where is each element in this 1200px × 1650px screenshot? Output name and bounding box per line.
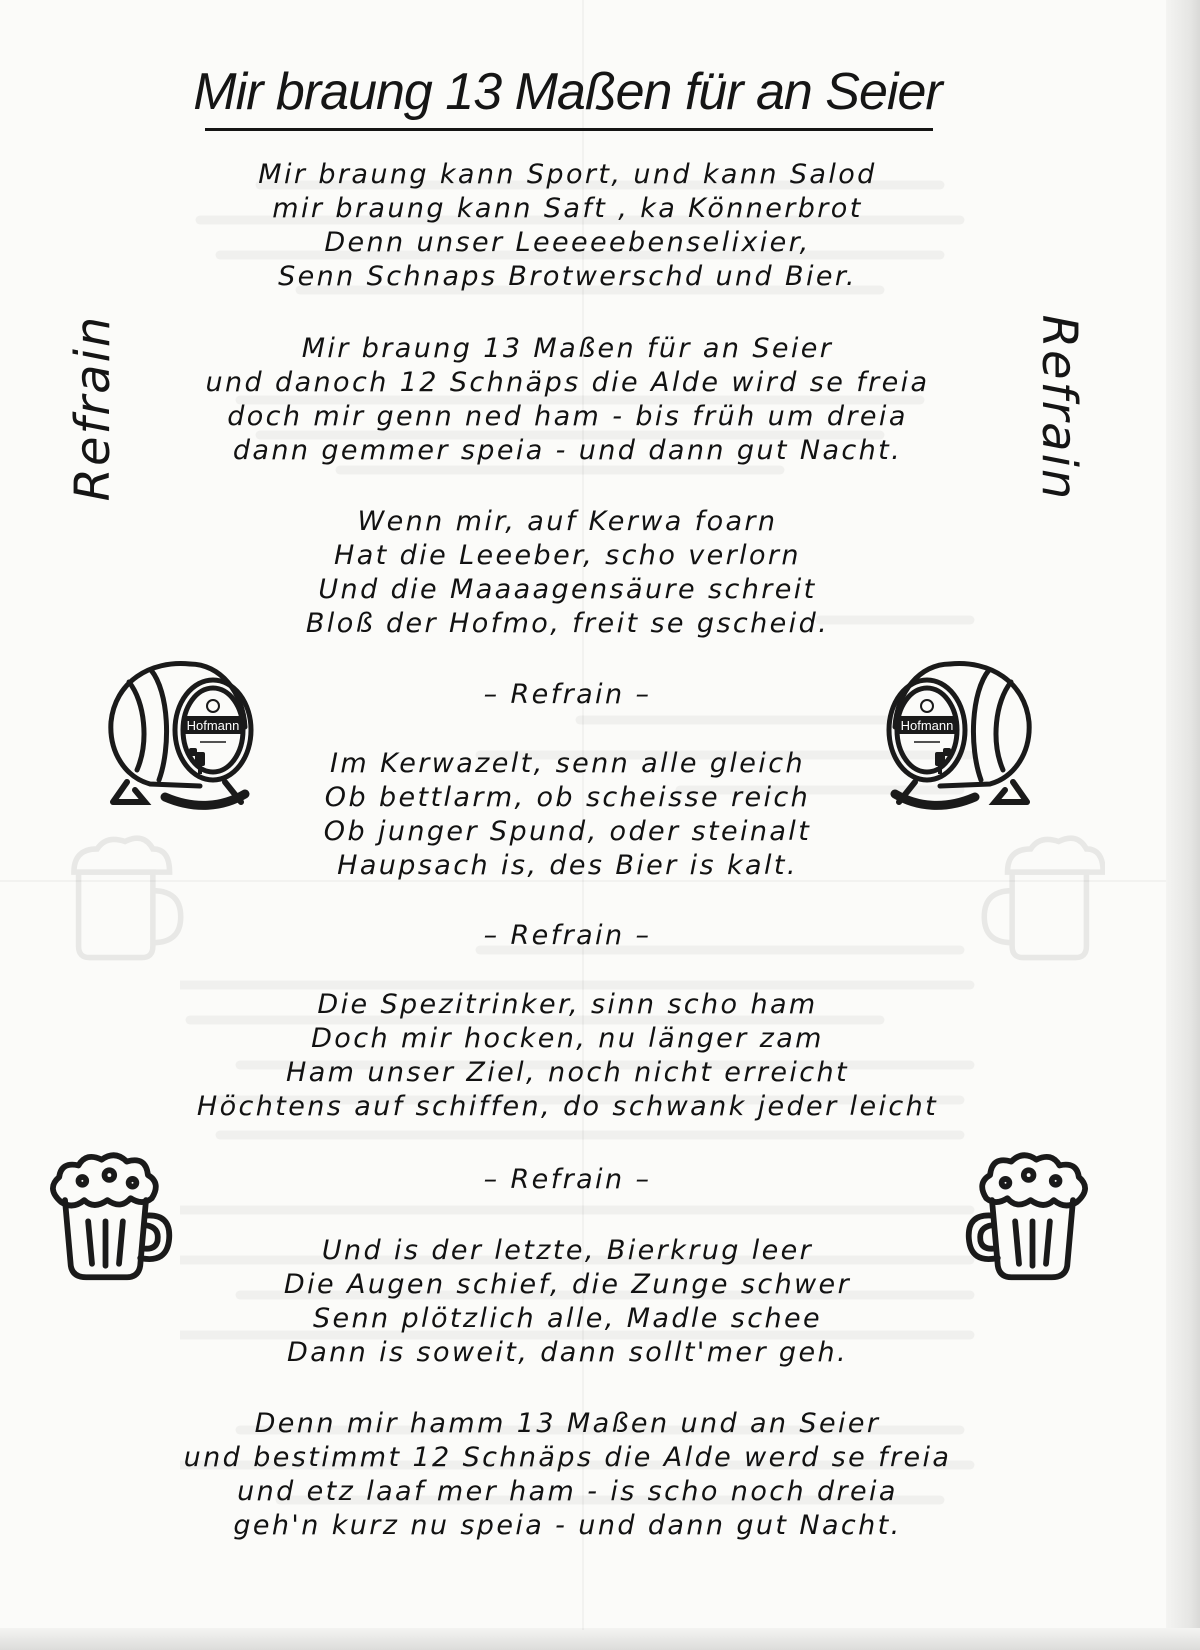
- refrain-side-label-left: Refrain: [65, 314, 121, 502]
- final-refrain-verse: [60, 1407, 1075, 1543]
- verse-line: Hat die Leeeber, scho verlorn: [334, 540, 801, 571]
- verse-line: und etz laaf mer ham - is scho noch dreia: [237, 1476, 898, 1507]
- refrain-side-label-right: Refrain: [1031, 314, 1087, 502]
- refrain-verse: [60, 332, 1075, 468]
- verse-line: dann gemmer speia - und dann gut Nacht.: [232, 435, 903, 466]
- brand-label: Hofmann: [186, 718, 240, 733]
- verse-line: Bloß der Hofmo, freit se gscheid.: [305, 608, 830, 639]
- verse-line: Mir braung 13 Maßen für an Seier: [301, 333, 834, 364]
- refrain-marker: – Refrain –: [483, 1164, 652, 1195]
- verse-5: [60, 1234, 1075, 1370]
- beer-mug-icon: [38, 1150, 173, 1285]
- verse-line: Doch mir hocken, nu länger zam: [311, 1023, 824, 1054]
- verse-line: doch mir genn ned ham - bis früh um dreia: [227, 401, 908, 432]
- title-underline: [205, 128, 933, 131]
- verse-line: Und is der letzte, Bierkrug leer: [321, 1235, 814, 1266]
- beer-mug-icon: [965, 1150, 1100, 1285]
- verse-line: Denn unser Leeeeebenselixier,: [324, 227, 811, 258]
- verse-line: Im Kerwazelt, senn alle gleich: [330, 748, 805, 779]
- refrain-marker: – Refrain –: [483, 679, 652, 710]
- verse-4: [60, 988, 1075, 1124]
- verse-2: [60, 505, 1075, 641]
- brand-label: Hofmann: [900, 718, 954, 733]
- beer-barrel-icon: [875, 652, 1035, 812]
- refrain-marker: – Refrain –: [483, 920, 652, 951]
- verse-line: Ob junger Spund, oder steinalt: [323, 816, 812, 847]
- scan-edge-shadow: [1166, 0, 1200, 1650]
- verse-line: Und die Maaaagensäure schreit: [318, 574, 817, 605]
- verse-line: Ob bettlarm, ob scheisse reich: [324, 782, 811, 813]
- verse-line: geh'n kurz nu speia - und dann gut Nacht.: [233, 1510, 902, 1541]
- verse-line: Höchtens auf schiffen, do schwank jeder leicht: [196, 1091, 939, 1122]
- verse-1: [60, 158, 1075, 294]
- scan-bottom-shadow: [0, 1628, 1200, 1650]
- verse-line: Senn Schnaps Brotwerschd und Bier.: [278, 261, 857, 292]
- beer-barrel-icon: [105, 652, 265, 812]
- verse-line: und danoch 12 Schnäps die Alde wird se freia: [205, 367, 930, 398]
- verse-line: mir braung kann Saft , ka Könnerbrot: [272, 193, 863, 224]
- verse-line: Dann is soweit, dann sollt'mer geh.: [287, 1337, 848, 1368]
- verse-line: Die Augen schief, die Zunge schwer: [283, 1269, 852, 1300]
- verse-line: und bestimmt 12 Schnäps die Alde werd se freia: [183, 1442, 952, 1473]
- verse-line: Mir braung kann Sport, und kann Salod: [258, 159, 877, 190]
- verse-line: Ham unser Ziel, noch nicht erreicht: [286, 1057, 849, 1088]
- verse-line: Wenn mir, auf Kerwa foarn: [357, 506, 778, 537]
- verse-line: Haupsach is, des Bier is kalt.: [337, 850, 798, 881]
- verse-line: Die Spezitrinker, sinn scho ham: [317, 989, 818, 1020]
- song-title: Mir braung 13 Maßen für an Seier: [193, 63, 942, 121]
- verse-line: Senn plötzlich alle, Madle schee: [312, 1303, 823, 1334]
- verse-line: Denn mir hamm 13 Maßen und an Seier: [254, 1408, 881, 1439]
